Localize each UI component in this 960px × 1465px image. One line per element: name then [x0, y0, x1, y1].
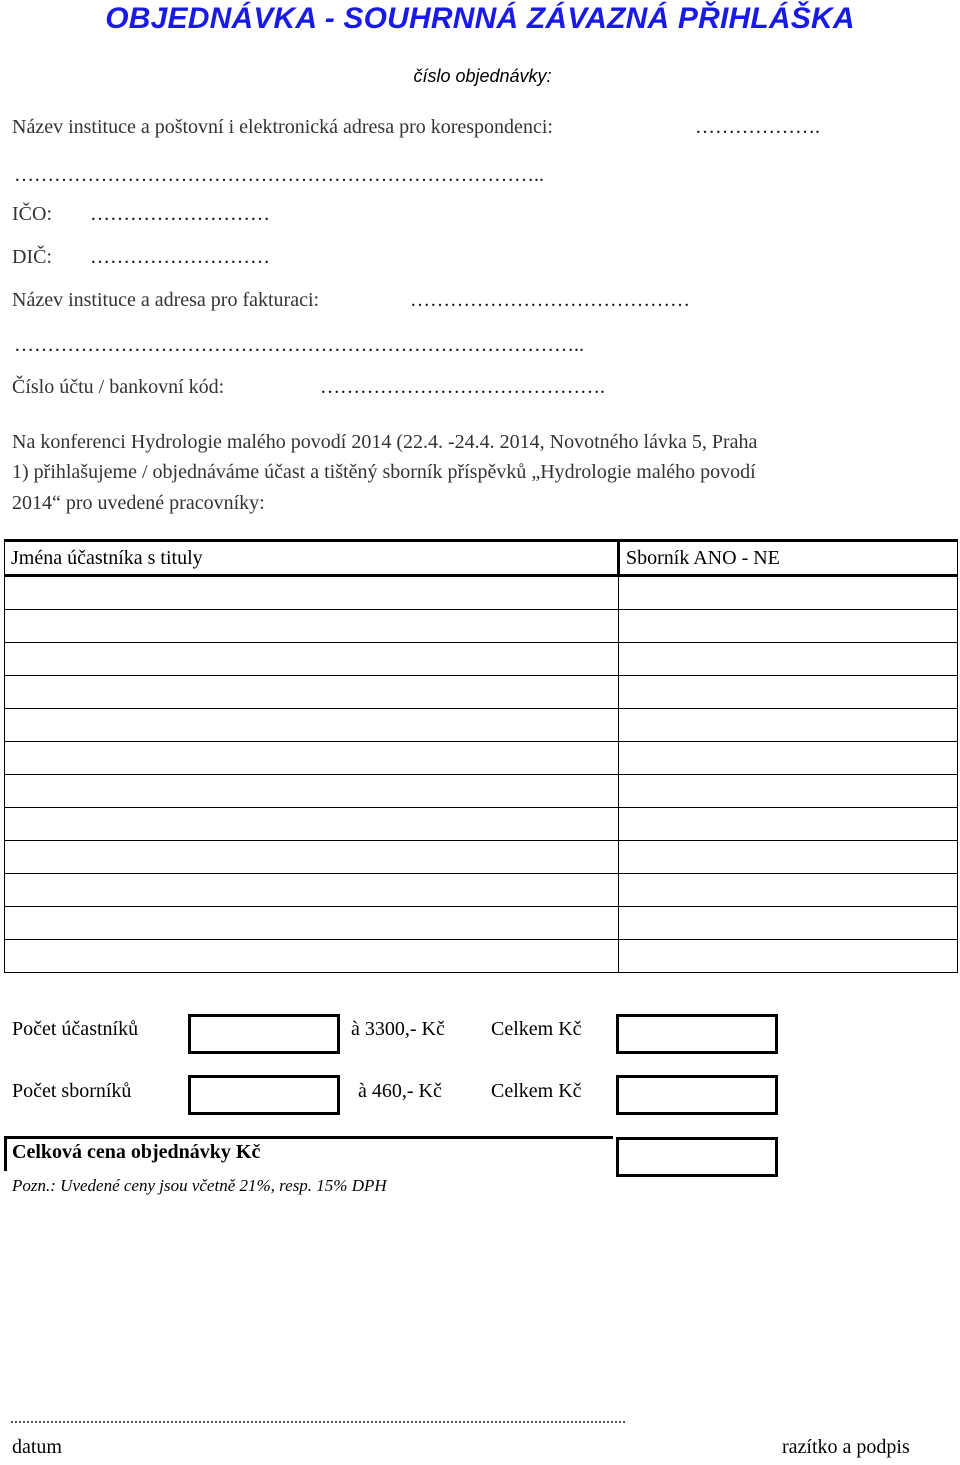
table-row — [5, 676, 958, 709]
participant-name-cell[interactable] — [5, 907, 619, 940]
date-label: datum — [12, 1436, 62, 1458]
table-row — [5, 808, 958, 841]
participant-name-cell[interactable] — [5, 742, 619, 775]
header-proceedings: Sborník ANO - NE — [619, 541, 958, 576]
participants-total-field[interactable] — [616, 1014, 778, 1054]
proceedings-cell[interactable] — [619, 775, 958, 808]
proceedings-total-field[interactable] — [616, 1075, 778, 1115]
proceedings-cell[interactable] — [619, 610, 958, 643]
participant-name-cell[interactable] — [5, 643, 619, 676]
stamp-signature-label: razítko a podpis — [782, 1436, 910, 1458]
participants-table — [4, 539, 958, 973]
order-total-field[interactable] — [616, 1137, 778, 1177]
order-total-label: Celková cena objednávky Kč — [12, 1141, 261, 1163]
proceedings-cell[interactable] — [619, 576, 958, 610]
participant-name-cell[interactable] — [5, 576, 619, 610]
dic-label: DIČ: — [12, 246, 52, 268]
table-row — [5, 907, 958, 940]
conference-text-line2: 1) přihlašujeme / objednáváme účast a tištěný sborník příspěvků „Hydrologie malého povodí — [12, 461, 756, 483]
signature-line: .......................................................................................................................................................... — [10, 1410, 626, 1427]
participant-name-cell[interactable] — [5, 610, 619, 643]
proceedings-cell[interactable] — [619, 940, 958, 973]
dic-field[interactable]: ……………………… — [90, 246, 270, 268]
conference-text-line3: 2014“ pro uvedené pracovníky: — [12, 492, 265, 514]
participant-name-cell[interactable] — [5, 676, 619, 709]
order-number-label: číslo objednávky: — [413, 66, 552, 86]
institution-address-field-line2[interactable]: …………………………………………………………………….. — [14, 164, 544, 186]
proceedings-count-label: Počet sborníků — [12, 1080, 132, 1102]
form-title: OBJEDNÁVKA - SOUHRNNÁ ZÁVAZNÁ PŘIHLÁŠKA — [105, 2, 855, 35]
conference-text-line1: Na konferenci Hydrologie malého povodí 2014 (22.4. -24.4. 2014, Novotného lávka 5, Praha — [12, 431, 758, 453]
table-row — [5, 576, 958, 610]
proceedings-unit-price: à 460,- Kč — [358, 1080, 442, 1102]
participant-name-cell[interactable] — [5, 874, 619, 907]
institution-address-label: Název instituce a poštovní i elektronická adresa pro korespondenci: — [12, 116, 553, 138]
participants-count-field[interactable] — [188, 1014, 340, 1054]
participants-unit-price: à 3300,- Kč — [351, 1018, 445, 1040]
proceedings-cell[interactable] — [619, 709, 958, 742]
participants-total-label: Celkem Kč — [491, 1018, 582, 1040]
proceedings-cell[interactable] — [619, 643, 958, 676]
table-header-row — [5, 541, 958, 576]
participant-name-cell[interactable] — [5, 841, 619, 874]
price-note: Pozn.: Uvedené ceny jsou včetně 21%, resp. 15% DPH — [12, 1176, 387, 1195]
institution-address-field[interactable]: ………………. — [695, 116, 820, 138]
participant-name-cell[interactable] — [5, 940, 619, 973]
participants-count-label: Počet účastníků — [12, 1018, 139, 1040]
participant-name-cell[interactable] — [5, 808, 619, 841]
proceedings-cell[interactable] — [619, 907, 958, 940]
table-row — [5, 643, 958, 676]
ico-label: IČO: — [12, 203, 52, 225]
account-field[interactable]: ……………………………………. — [320, 376, 605, 398]
invoice-address-label: Název instituce a adresa pro fakturaci: — [12, 289, 320, 311]
table-row — [5, 940, 958, 973]
proceedings-cell[interactable] — [619, 676, 958, 709]
table-row — [5, 709, 958, 742]
proceedings-cell[interactable] — [619, 841, 958, 874]
participant-name-cell[interactable] — [5, 709, 619, 742]
proceedings-cell[interactable] — [619, 874, 958, 907]
account-label: Číslo účtu / bankovní kód: — [12, 376, 225, 398]
table-row — [5, 610, 958, 643]
proceedings-cell[interactable] — [619, 808, 958, 841]
invoice-address-field[interactable]: …………………………………… — [410, 289, 690, 311]
header-participant-name: Jména účastníka s tituly — [5, 541, 619, 576]
table-row — [5, 841, 958, 874]
invoice-address-field-line2[interactable]: ………………………………………………………………………….. — [14, 334, 584, 356]
participant-name-cell[interactable] — [5, 775, 619, 808]
proceedings-total-label: Celkem Kč — [491, 1080, 582, 1102]
table-row — [5, 775, 958, 808]
table-row — [5, 742, 958, 775]
proceedings-count-field[interactable] — [188, 1075, 340, 1115]
table-row — [5, 874, 958, 907]
proceedings-cell[interactable] — [619, 742, 958, 775]
ico-field[interactable]: ……………………… — [90, 203, 270, 225]
